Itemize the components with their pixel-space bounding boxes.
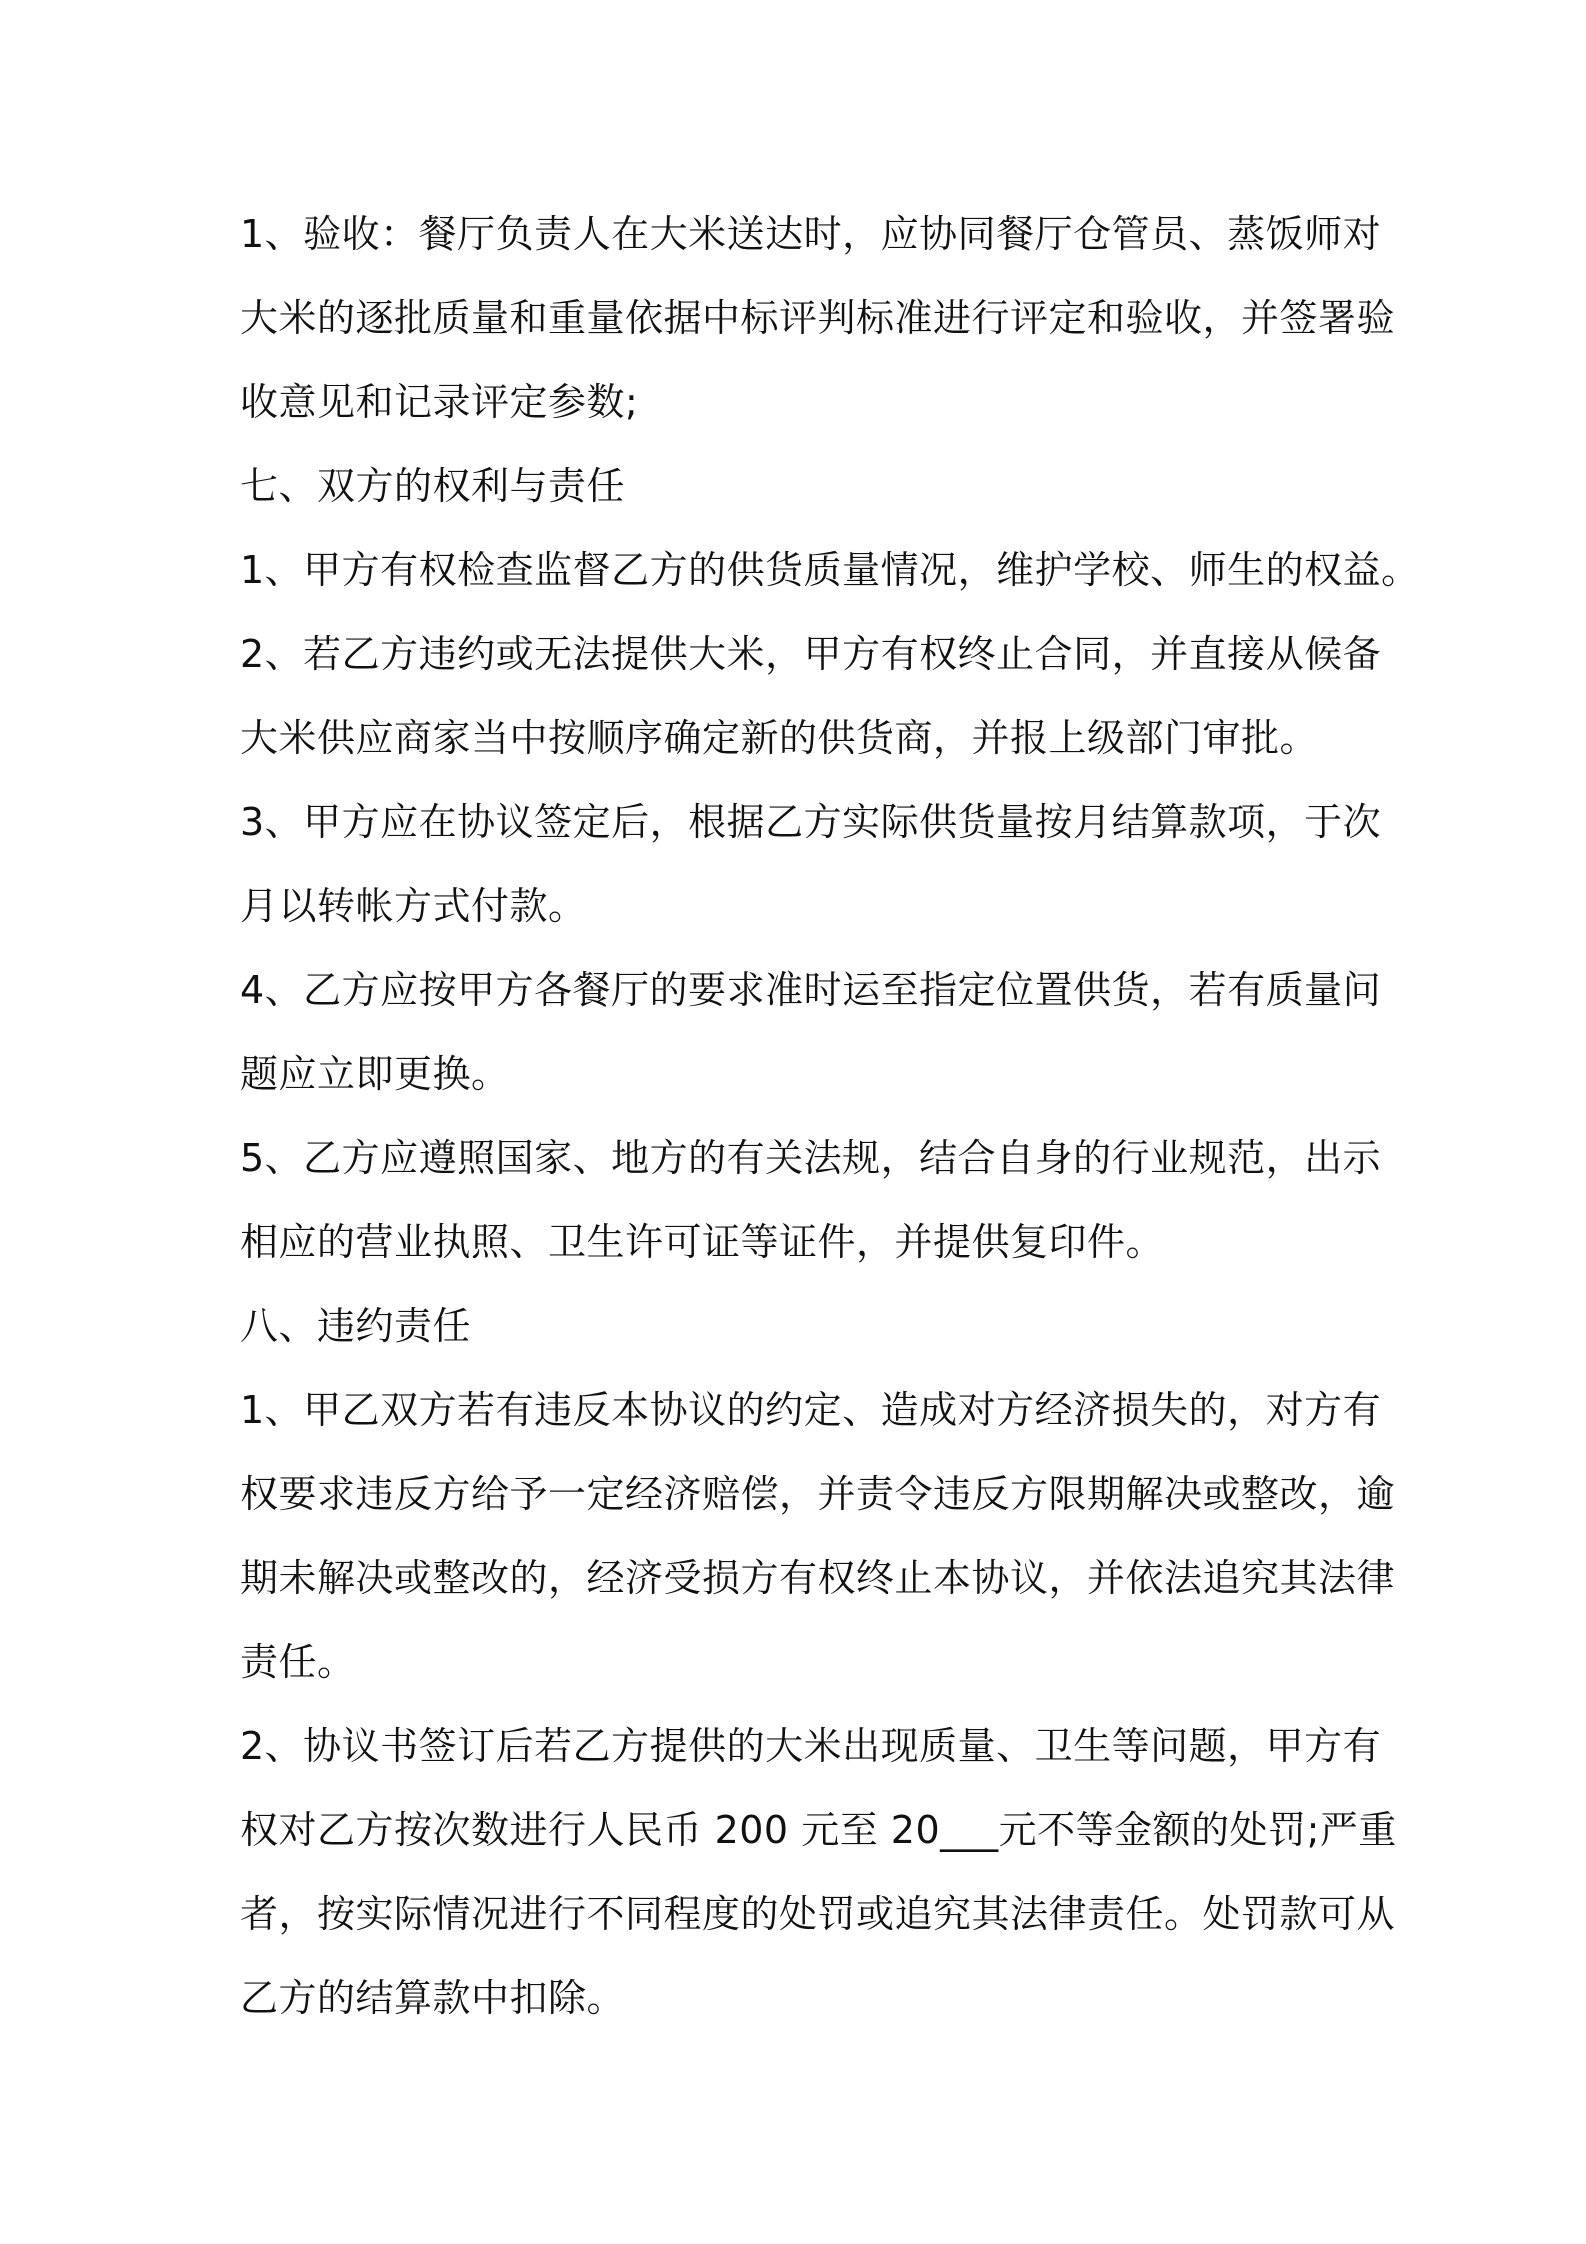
text-line: 4、乙方应按甲方各餐厅的要求准时运至指定位置供货，若有质量问 (240, 968, 1382, 1012)
text-line: 收意见和记录评定参数; (240, 380, 639, 424)
text-line: 责任。 (240, 1640, 356, 1684)
text-line: 3、甲方应在协议签定后，根据乙方实际供货量按月结算款项，于次 (240, 800, 1382, 844)
text-line: 权对乙方按次数进行人民币 200 元至 20___元不等金额的处罚;严重 (240, 1808, 1397, 1852)
text-line: 者，按实际情况进行不同程度的处罚或追究其法律责任。处罚款可从 (240, 1892, 1396, 1936)
section-heading: 七、双方的权利与责任 (240, 464, 626, 508)
text-line: 5、乙方应遵照国家、地方的有关法规，结合自身的行业规范，出示 (240, 1136, 1382, 1180)
text-line: 1、验收：餐厅负责人在大米送达时，应协同餐厅仓管员、蒸饭师对 (240, 212, 1382, 256)
text-line: 大米的逐批质量和重量依据中标评判标准进行评定和验收，并签署验 (240, 296, 1396, 340)
text-line: 权要求违反方给予一定经济赔偿，并责令违反方限期解决或整改，逾 (240, 1472, 1396, 1516)
text-line: 2、协议书签订后若乙方提供的大米出现质量、卫生等问题，甲方有 (240, 1724, 1382, 1768)
text-line: 大米供应商家当中按顺序确定新的供货商，并报上级部门审批。 (240, 716, 1319, 760)
document-body (240, 192, 1420, 2040)
text-line: 题应立即更换。 (240, 1052, 510, 1096)
text-line: 1、甲方有权检查监督乙方的供货质量情况，维护学校、师生的权益。 (240, 548, 1420, 592)
text-line: 1、甲乙双方若有违反本协议的约定、造成对方经济损失的，对方有 (240, 1388, 1382, 1432)
section-heading: 八、违约责任 (240, 1304, 472, 1348)
text-line: 2、若乙方违约或无法提供大米，甲方有权终止合同，并直接从候备 (240, 632, 1382, 676)
text-line: 相应的营业执照、卫生许可证等证件，并提供复印件。 (240, 1220, 1165, 1264)
text-line: 月以转帐方式付款。 (240, 884, 587, 928)
text-line: 期未解决或整改的，经济受损方有权终止本协议，并依法追究其法律 (240, 1556, 1396, 1600)
text-line: 乙方的结算款中扣除。 (240, 1976, 626, 2020)
